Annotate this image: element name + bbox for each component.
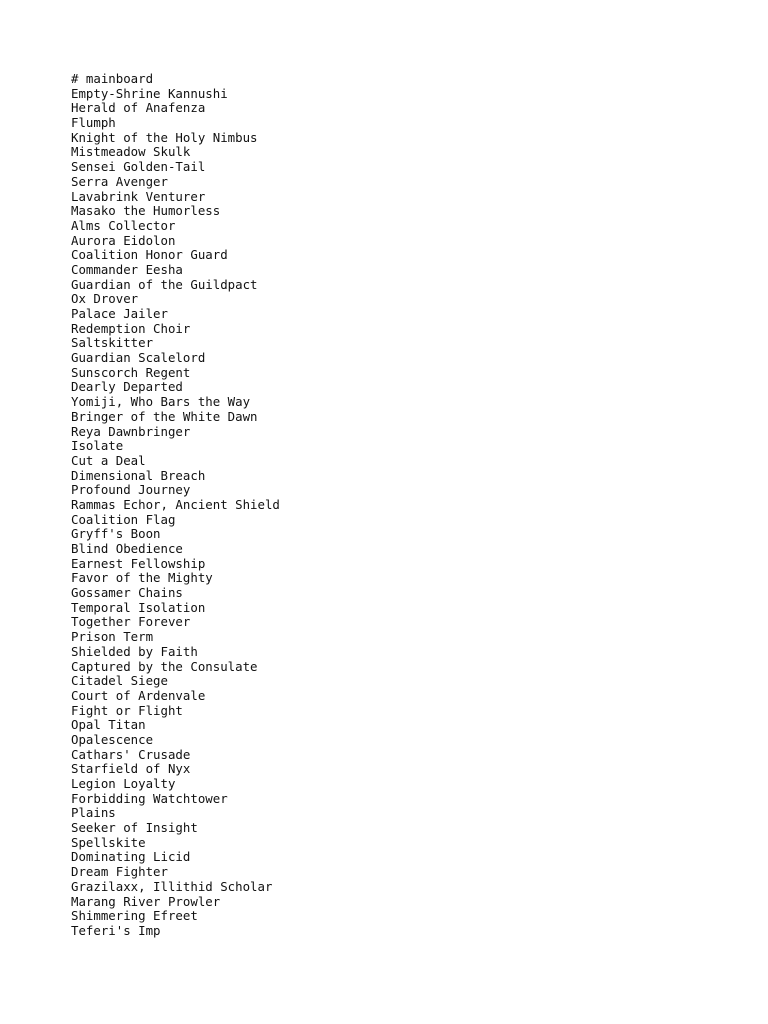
card-line: Marang River Prowler [71,893,221,909]
card-line: Coalition Flag [71,511,176,527]
card-line: Court of Ardenvale [71,687,206,703]
card-line: Mistmeadow Skulk [71,144,191,160]
card-line: Guardian of the Guildpact [71,276,258,292]
card-line: Coalition Honor Guard [71,247,228,263]
card-line: Temporal Isolation [71,599,206,615]
card-line: Legion Loyalty [71,776,176,791]
card-line: Dearly Departed [71,379,183,395]
card-line: Palace Jailer [71,306,168,321]
card-line: Ox Drover [71,291,139,307]
card-line: Cut a Deal [71,452,146,468]
card-line: Rammas Echor, Ancient Shield [71,496,280,512]
card-line: Spellskite [71,834,146,850]
card-line: Fight or Flight [71,702,183,718]
card-line: Guardian Scalelord [71,350,206,366]
card-line: Dream Fighter [71,864,168,880]
card-line: Bringer of the White Dawn [71,408,258,424]
card-line: Opal Titan [71,717,146,733]
card-line: Shimmering Efreet [71,908,198,924]
card-line: Herald of Anafenza [71,100,206,116]
card-line: Gryff's Boon [71,526,161,542]
card-line: Opalescence [71,731,154,747]
card-line: Sunscorch Regent [71,364,191,380]
card-line: Isolate [71,438,124,454]
card-line: Lavabrink Venturer [71,188,206,204]
card-line: Commander Eesha [71,261,183,277]
card-line: Starfield of Nyx [71,761,191,777]
card-line: Sensei Golden-Tail [71,159,206,175]
card-line: Favor of the Mighty [71,570,213,586]
card-line: Gossamer Chains [71,585,183,601]
card-line: Redemption Choir [71,320,191,336]
card-line: Serra Avenger [71,173,168,189]
card-line: Plains [71,805,116,821]
card-line: Grazilaxx, Illithid Scholar [71,878,273,894]
card-line: Seeker of Insight [71,820,198,836]
card-line: Alms Collector [71,217,176,233]
card-line: Dominating Licid [71,849,191,865]
card-line: Empty-Shrine Kannushi [71,85,228,101]
card-line: Knight of the Holy Nimbus [71,129,258,145]
card-line: Blind Obedience [71,541,183,556]
card-line: Prison Term [71,629,154,645]
card-line: Profound Journey [71,482,191,498]
card-list [71,87,731,939]
card-line: Citadel Siege [71,673,168,689]
card-line: Aurora Eidolon [71,232,176,248]
card-line: Together Forever [71,614,191,630]
card-line: Flumph [71,115,116,131]
card-line: Captured by the Consulate [71,658,258,674]
card-line: Yomiji, Who Bars the Way [71,394,251,410]
card-line: Shielded by Faith [71,643,198,659]
card-line: Masako the Humorless [71,203,221,219]
card-line: Dimensional Breach [71,467,206,483]
card-line: Saltskitter [71,335,154,351]
card-line: Cathars' Crusade [71,746,191,762]
card-line: Forbidding Watchtower [71,790,228,806]
card-line: Reya Dawnbringer [71,423,191,439]
decklist-document [71,72,731,939]
card-line: Earnest Fellowship [71,555,206,571]
card-line: Teferi's Imp [71,922,161,938]
section-header: # mainboard [71,71,154,86]
